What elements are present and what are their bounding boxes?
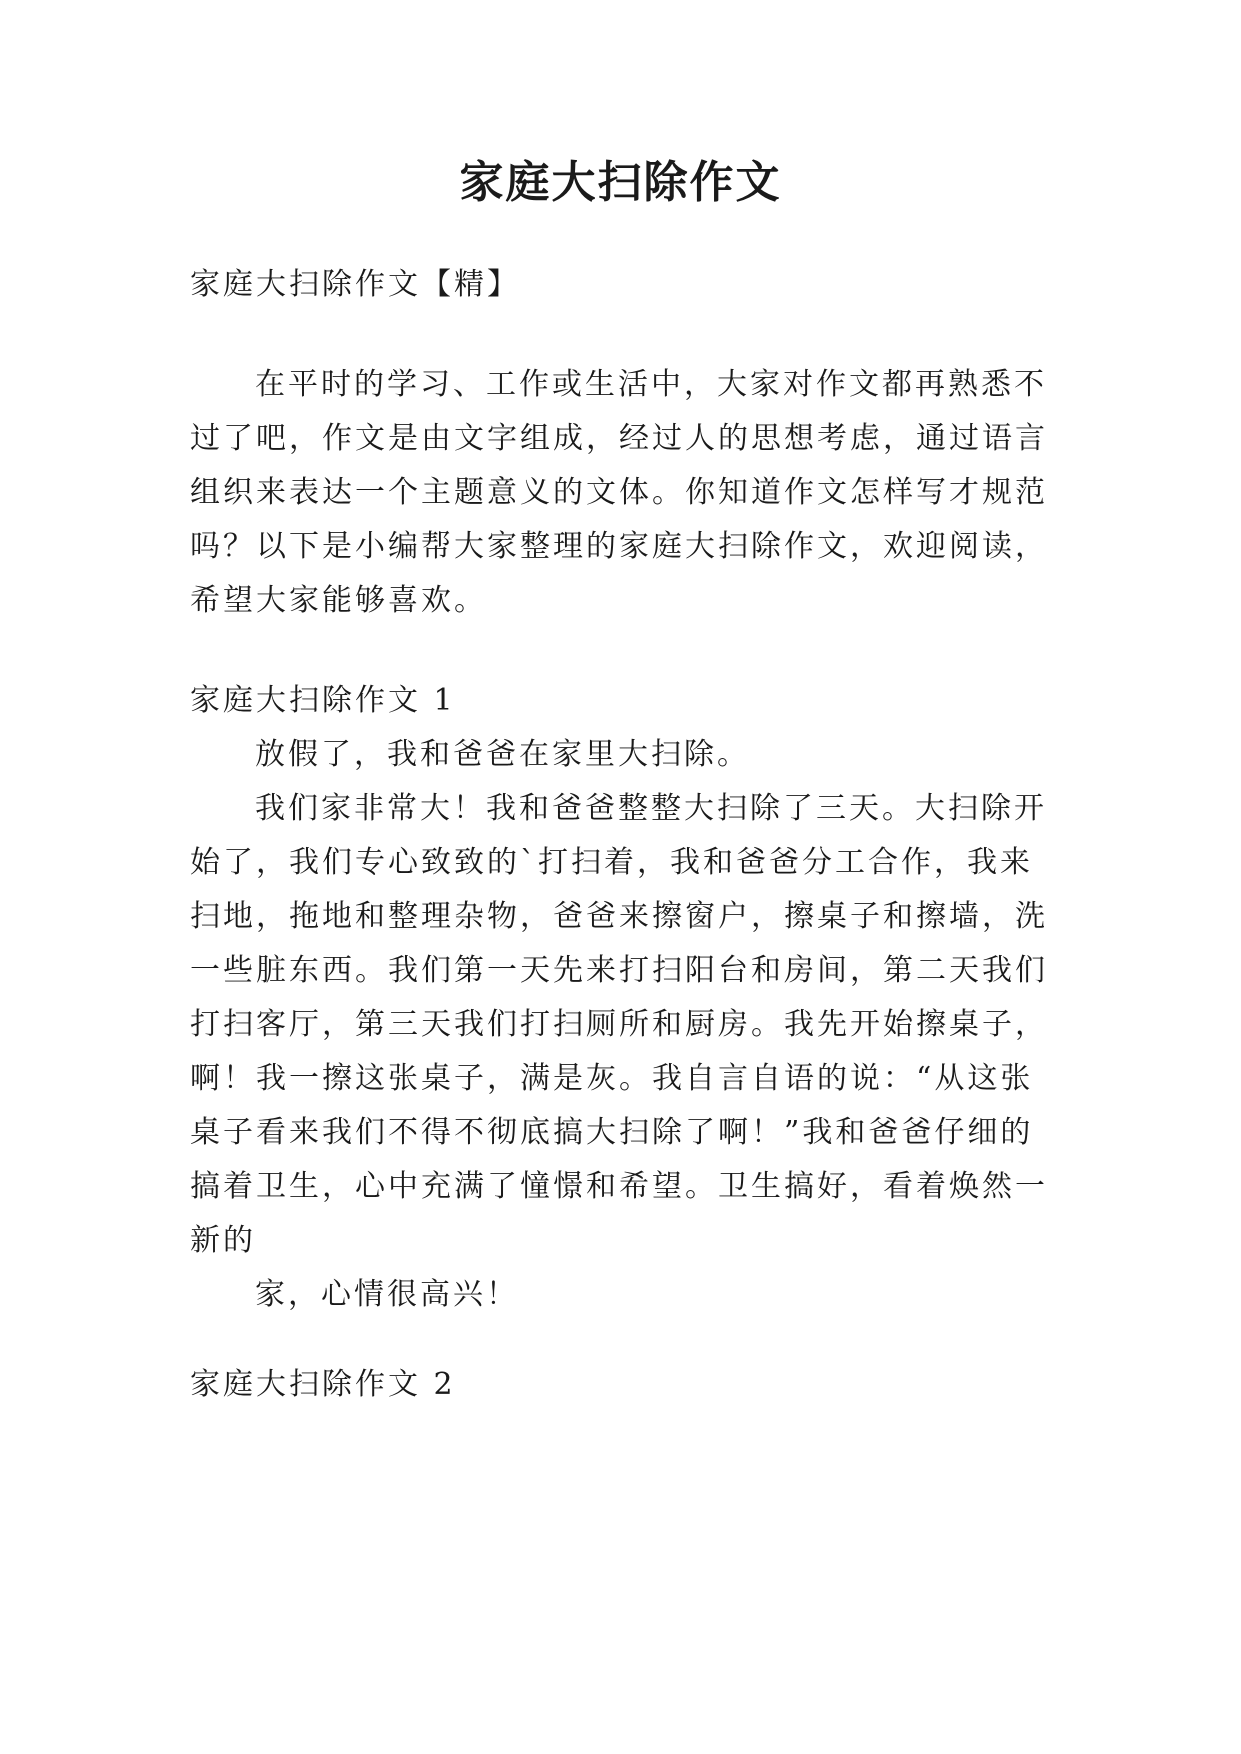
page-title: 家庭大扫除作文 — [459, 157, 782, 208]
intro-line-3: 组织来表达一个主题意义的文体。你知道作文怎样写才规范 — [190, 475, 1048, 510]
intro-line-1: 在平时的学习、工作或生活中，大家对作文都再熟悉不 — [255, 367, 1047, 402]
section-1-para-2-line-8: 搞着卫生，心中充满了憧憬和希望。卫生搞好，看着焕然一 — [190, 1169, 1048, 1204]
section-1-para-2-line-6: 啊！我一擦这张桌子，满是灰。我自言自语的说：“从这张 — [190, 1061, 1034, 1096]
section-1-para-2-line-2: 始了，我们专心致致的`打扫着，我和爸爸分工合作，我来 — [190, 845, 1033, 880]
section-2-heading: 家庭大扫除作文 2 — [190, 1367, 456, 1402]
section-1-para-2-line-5: 打扫客厅，第三天我们打扫厕所和厨房。我先开始擦桌子， — [190, 1007, 1048, 1042]
section-1-para-2-line-9: 新的 — [190, 1223, 256, 1258]
section-1-heading: 家庭大扫除作文 1 — [190, 683, 456, 718]
section-1-para-2-line-3: 扫地，拖地和整理杂物，爸爸来擦窗户，擦桌子和擦墙，洗 — [190, 899, 1048, 934]
intro-line-4: 吗？以下是小编帮大家整理的家庭大扫除作文，欢迎阅读， — [190, 529, 1048, 564]
section-1-para-1: 放假了，我和爸爸在家里大扫除。 — [255, 737, 750, 772]
intro-line-5: 希望大家能够喜欢。 — [190, 583, 487, 618]
document-subtitle: 家庭大扫除作文【精】 — [190, 267, 520, 302]
section-1-para-3: 家，心情很高兴！ — [255, 1277, 519, 1312]
section-1-para-2-line-4: 一些脏东西。我们第一天先来打扫阳台和房间，第二天我们 — [190, 953, 1048, 988]
intro-line-2: 过了吧，作文是由文字组成，经过人的思想考虑，通过语言 — [190, 421, 1048, 456]
section-1-para-2-line-1: 我们家非常大！我和爸爸整整大扫除了三天。大扫除开 — [255, 791, 1047, 826]
section-1-para-2-line-7: 桌子看来我们不得不彻底搞大扫除了啊！”我和爸爸仔细的 — [190, 1115, 1034, 1150]
